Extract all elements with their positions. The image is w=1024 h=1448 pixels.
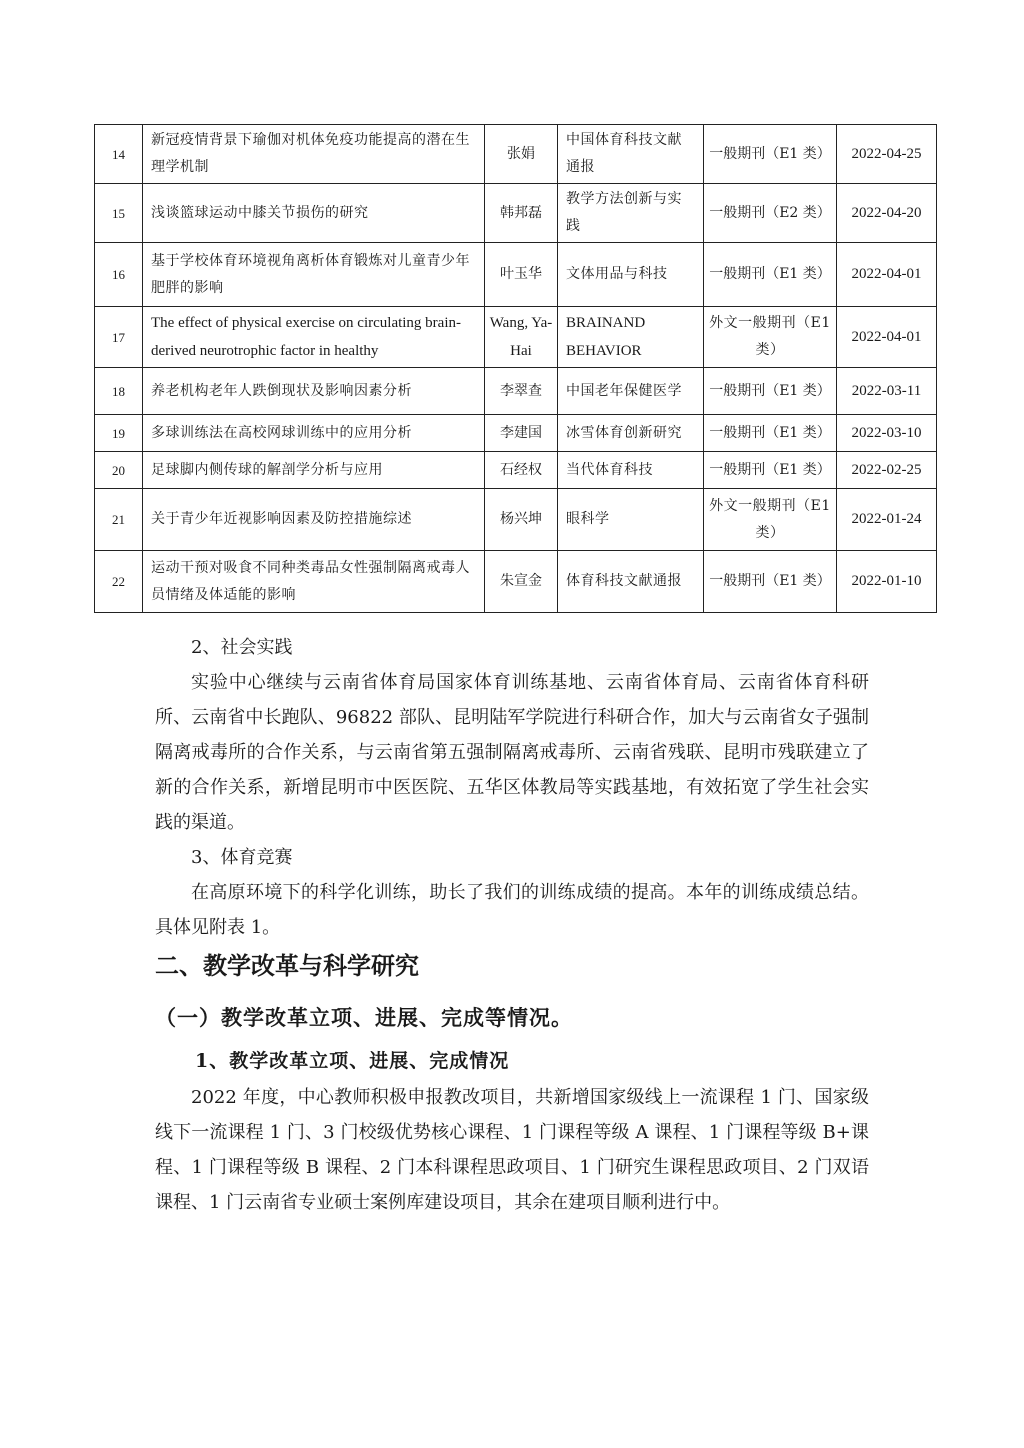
publish-date: 2022-03-11 (837, 368, 937, 415)
row-number: 15 (95, 184, 143, 243)
publish-date: 2022-02-25 (837, 452, 937, 489)
table-row (95, 489, 937, 551)
journal: 眼科学 (558, 489, 704, 551)
subsection-heading: （一）教学改革立项、进展、完成等情况。 (155, 1005, 573, 1030)
row-number: 22 (95, 551, 143, 613)
row-number: 18 (95, 368, 143, 415)
journal: BRAINAND BEHAVIOR (558, 307, 704, 368)
publish-date: 2022-04-20 (837, 184, 937, 243)
table-row (95, 184, 937, 243)
journal-type: 一般期刊（E1 类） (704, 368, 837, 415)
journal-type: 外文一般期刊（E1 类） (704, 307, 837, 368)
teaching-reform-section (155, 1080, 869, 1220)
paper-title: 基于学校体育环境视角离析体育锻炼对儿童青少年肥胖的影响 (143, 243, 485, 307)
journal: 中国体育科技文献通报 (558, 125, 704, 184)
journal-type: 一般期刊（E1 类） (704, 415, 837, 452)
publish-date: 2022-01-10 (837, 551, 937, 613)
author: Wang, Ya-Hai (485, 307, 558, 368)
table-row (95, 243, 937, 307)
table-row (95, 368, 937, 415)
author: 石经权 (485, 452, 558, 489)
row-number: 16 (95, 243, 143, 307)
section-heading: 2、社会实践 (191, 637, 293, 658)
journal: 当代体育科技 (558, 452, 704, 489)
paper-title: 养老机构老年人跌倒现状及影响因素分析 (143, 368, 485, 415)
journal: 文体用品与科技 (558, 243, 704, 307)
publish-date: 2022-01-24 (837, 489, 937, 551)
journal-type: 一般期刊（E1 类） (704, 243, 837, 307)
author: 李建国 (485, 415, 558, 452)
journal: 中国老年保健医学 (558, 368, 704, 415)
journal-type: 外文一般期刊（E1 类） (704, 489, 837, 551)
author: 张娟 (485, 125, 558, 184)
table-row (95, 551, 937, 613)
publish-date: 2022-04-01 (837, 307, 937, 368)
paragraph: 在高原环境下的科学化训练，助长了我们的训练成绩的提高。本年的训练成绩总结。具体见附表 1。 (155, 882, 869, 938)
row-number: 19 (95, 415, 143, 452)
row-number: 14 (95, 125, 143, 184)
journal: 体育科技文献通报 (558, 551, 704, 613)
table-row (95, 452, 937, 489)
journal-type: 一般期刊（E1 类） (704, 551, 837, 613)
author: 杨兴坤 (485, 489, 558, 551)
journal-type: 一般期刊（E1 类） (704, 125, 837, 184)
section-heading: 3、体育竞赛 (191, 847, 293, 868)
row-number: 21 (95, 489, 143, 551)
publish-date: 2022-03-10 (837, 415, 937, 452)
journal-type: 一般期刊（E1 类） (704, 452, 837, 489)
author: 朱宣金 (485, 551, 558, 613)
journal: 冰雪体育创新研究 (558, 415, 704, 452)
row-number: 20 (95, 452, 143, 489)
item-heading: 1、教学改革立项、进展、完成情况 (195, 1050, 510, 1072)
paper-title: 运动干预对吸食不同种类毒品女性强制隔离戒毒人员情绪及体适能的影响 (143, 551, 485, 613)
journal-type: 一般期刊（E2 类） (704, 184, 837, 243)
table-row (95, 415, 937, 452)
journal: 教学方法创新与实践 (558, 184, 704, 243)
publications-table (94, 124, 937, 613)
paper-title: The effect of physical exercise on circulating brain-derived neurotrophic factor in healthy (143, 307, 485, 368)
paper-title: 新冠疫情背景下瑜伽对机体免疫功能提高的潜在生理学机制 (143, 125, 485, 184)
publish-date: 2022-04-01 (837, 243, 937, 307)
author: 韩邦磊 (485, 184, 558, 243)
paragraph: 实验中心继续与云南省体育局国家体育训练基地、云南省体育局、云南省体育科研所、云南省中长跑队、96822 部队、昆明陆军学院进行科研合作，加大与云南省女子强制隔离戒毒所的合作关系，与云南省第五强制隔离戒毒所、云南省残联、昆明市残联建立了新的合作关系，新增昆明市中医医院、五华区体教局等实践基地，有效拓宽了学生社会实践的渠道。 (155, 672, 869, 833)
chapter-heading: 二、教学改革与科学研究 (155, 952, 419, 980)
paper-title: 足球脚内侧传球的解剖学分析与应用 (143, 452, 485, 489)
author: 李翠查 (485, 368, 558, 415)
table-row (95, 125, 937, 184)
paper-title: 关于青少年近视影响因素及防控措施综述 (143, 489, 485, 551)
paragraph: 2022 年度，中心教师积极申报教改项目，共新增国家级线上一流课程 1 门、国家级线下一流课程 1 门、3 门校级优势核心课程、1 门课程等级 A 课程、1 门课程等级 B+课程、1 门课程等级 B 课程、2 门本科课程思政项目、1 门研究生课程思政项目、2 门双语课程、1 门云南省专业硕士案例库建设项目，其余在建项目顺利进行中。 (155, 1087, 869, 1213)
paper-title: 多球训练法在高校网球训练中的应用分析 (143, 415, 485, 452)
table-row (95, 307, 937, 368)
publish-date: 2022-04-25 (837, 125, 937, 184)
paper-title: 浅谈篮球运动中膝关节损伤的研究 (143, 184, 485, 243)
social-practice-section (155, 630, 869, 945)
author: 叶玉华 (485, 243, 558, 307)
row-number: 17 (95, 307, 143, 368)
